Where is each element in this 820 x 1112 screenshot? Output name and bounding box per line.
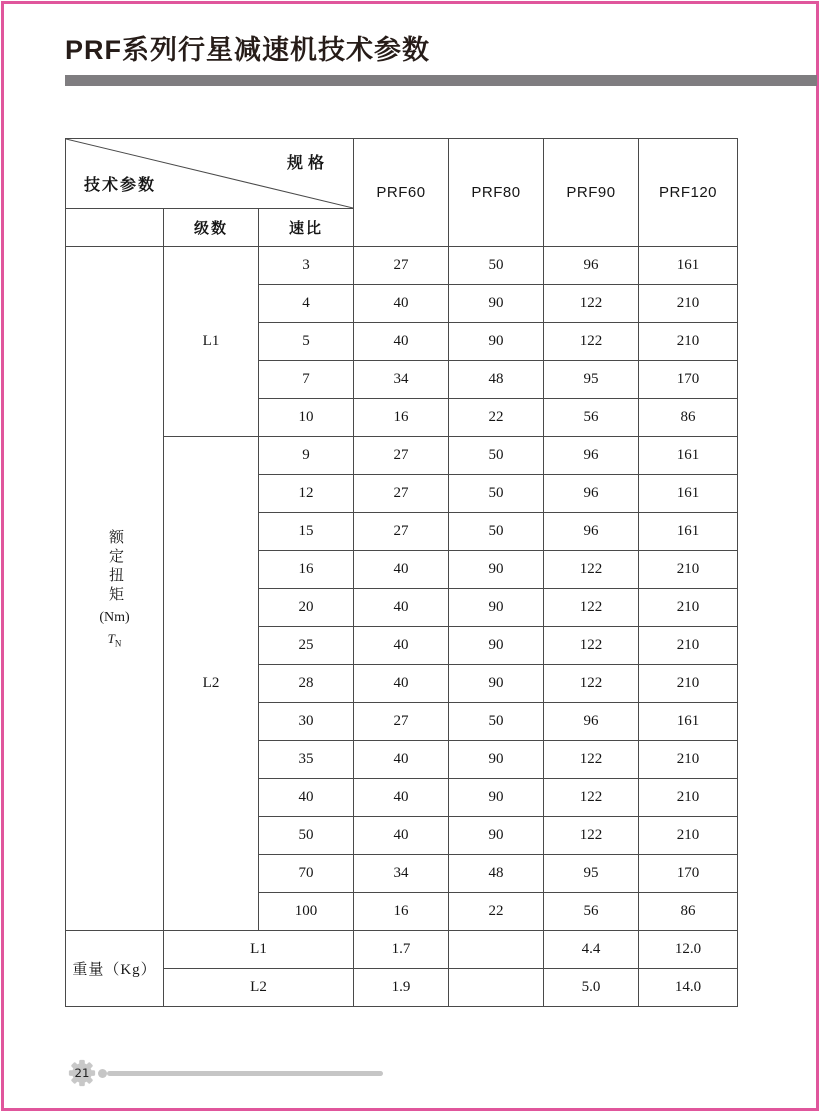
value-cell: 22	[449, 893, 544, 931]
ratio-cell: 20	[259, 589, 354, 627]
weight-value-cell: 4.4	[544, 931, 639, 969]
table-header	[66, 139, 738, 247]
table-body	[66, 247, 738, 1007]
torque-symbol: $T_N$	[107, 630, 122, 649]
value-cell: 40	[354, 665, 449, 703]
page-number: 21	[74, 1066, 90, 1081]
title-underline-bar	[65, 75, 817, 86]
ratio-cell: 3	[259, 247, 354, 285]
value-cell: 16	[354, 893, 449, 931]
value-cell: 161	[639, 513, 738, 551]
table-row	[66, 247, 738, 285]
spec-table	[65, 138, 738, 1007]
weight-value-cell: 1.7	[354, 931, 449, 969]
value-cell: 16	[354, 399, 449, 437]
value-cell: 122	[544, 665, 639, 703]
ratio-cell: 70	[259, 855, 354, 893]
value-cell: 90	[449, 551, 544, 589]
footer-line	[107, 1071, 383, 1076]
value-cell: 161	[639, 475, 738, 513]
weight-label-cell: 重量（Kg）	[66, 931, 164, 1007]
value-cell: 56	[544, 399, 639, 437]
value-cell: 50	[449, 437, 544, 475]
ratio-cell: 10	[259, 399, 354, 437]
value-cell: 122	[544, 741, 639, 779]
value-cell: 56	[544, 893, 639, 931]
ratio-header: 速比	[259, 209, 354, 247]
ratio-cell: 12	[259, 475, 354, 513]
value-cell: 48	[449, 855, 544, 893]
value-cell: 122	[544, 285, 639, 323]
value-cell: 122	[544, 817, 639, 855]
value-cell: 96	[544, 437, 639, 475]
ratio-cell: 7	[259, 361, 354, 399]
stage-cell-l1: L1	[164, 247, 259, 437]
value-cell: 90	[449, 665, 544, 703]
diagonal-header-cell	[66, 139, 354, 209]
empty-header-cell	[66, 209, 164, 247]
value-cell: 90	[449, 323, 544, 361]
value-cell: 40	[354, 551, 449, 589]
weight-value-cell: 5.0	[544, 969, 639, 1007]
value-cell: 34	[354, 855, 449, 893]
weight-value-cell: 1.9	[354, 969, 449, 1007]
value-cell: 40	[354, 323, 449, 361]
ratio-cell: 5	[259, 323, 354, 361]
value-cell: 122	[544, 779, 639, 817]
value-cell: 96	[544, 475, 639, 513]
value-cell: 122	[544, 551, 639, 589]
ratio-cell: 9	[259, 437, 354, 475]
value-cell: 90	[449, 817, 544, 855]
value-cell: 50	[449, 703, 544, 741]
value-cell: 40	[354, 779, 449, 817]
value-cell: 40	[354, 817, 449, 855]
stage-cell-l2: L2	[164, 437, 259, 931]
value-cell: 50	[449, 475, 544, 513]
footer-dot	[98, 1069, 107, 1078]
column-header-prf120: PRF120	[639, 139, 738, 247]
value-cell: 170	[639, 361, 738, 399]
column-header-prf60: PRF60	[354, 139, 449, 247]
value-cell: 40	[354, 741, 449, 779]
weight-stage-cell-l2: L2	[164, 969, 354, 1007]
value-cell: 210	[639, 665, 738, 703]
value-cell: 90	[449, 779, 544, 817]
header-params-label: 技术参数	[84, 177, 157, 194]
value-cell: 95	[544, 855, 639, 893]
value-cell: 90	[449, 627, 544, 665]
value-cell: 40	[354, 627, 449, 665]
torque-label-cell	[66, 247, 164, 931]
value-cell: 27	[354, 513, 449, 551]
value-cell: 210	[639, 285, 738, 323]
value-cell: 95	[544, 361, 639, 399]
weight-row	[66, 969, 738, 1007]
value-cell: 90	[449, 741, 544, 779]
ratio-cell: 25	[259, 627, 354, 665]
torque-unit: (Nm)	[99, 609, 130, 625]
value-cell: 122	[544, 627, 639, 665]
gear-page-badge	[67, 1058, 97, 1088]
ratio-cell: 15	[259, 513, 354, 551]
value-cell: 170	[639, 855, 738, 893]
header-row-1	[66, 139, 738, 209]
value-cell: 90	[449, 589, 544, 627]
table-row	[66, 437, 738, 475]
column-header-prf80: PRF80	[449, 139, 544, 247]
weight-value-cell: 12.0	[639, 931, 738, 969]
ratio-cell: 4	[259, 285, 354, 323]
page-title: PRF系列行星减速机技术参数	[65, 35, 430, 65]
value-cell: 22	[449, 399, 544, 437]
value-cell: 210	[639, 741, 738, 779]
value-cell: 40	[354, 589, 449, 627]
value-cell: 50	[449, 513, 544, 551]
weight-value-cell	[449, 931, 544, 969]
value-cell: 90	[449, 285, 544, 323]
value-cell: 161	[639, 703, 738, 741]
value-cell: 210	[639, 551, 738, 589]
value-cell: 48	[449, 361, 544, 399]
ratio-cell: 35	[259, 741, 354, 779]
value-cell: 40	[354, 285, 449, 323]
value-cell: 86	[639, 893, 738, 931]
value-cell: 50	[449, 247, 544, 285]
torque-label-text: 额定扭矩	[107, 528, 123, 605]
value-cell: 122	[544, 589, 639, 627]
value-cell: 96	[544, 513, 639, 551]
ratio-cell: 40	[259, 779, 354, 817]
weight-stage-cell-l1: L1	[164, 931, 354, 969]
weight-value-cell	[449, 969, 544, 1007]
header-spec-label: 规格	[286, 155, 329, 172]
value-cell: 27	[354, 247, 449, 285]
value-cell: 122	[544, 323, 639, 361]
weight-row	[66, 931, 738, 969]
value-cell: 210	[639, 589, 738, 627]
value-cell: 210	[639, 779, 738, 817]
value-cell: 34	[354, 361, 449, 399]
value-cell: 96	[544, 247, 639, 285]
stage-header: 级数	[164, 209, 259, 247]
value-cell: 27	[354, 437, 449, 475]
torque-label	[66, 529, 163, 649]
value-cell: 86	[639, 399, 738, 437]
value-cell: 210	[639, 817, 738, 855]
value-cell: 161	[639, 247, 738, 285]
ratio-cell: 28	[259, 665, 354, 703]
value-cell: 161	[639, 437, 738, 475]
ratio-cell: 16	[259, 551, 354, 589]
column-header-prf90: PRF90	[544, 139, 639, 247]
value-cell: 27	[354, 703, 449, 741]
ratio-cell: 50	[259, 817, 354, 855]
value-cell: 210	[639, 627, 738, 665]
ratio-cell: 30	[259, 703, 354, 741]
ratio-cell: 100	[259, 893, 354, 931]
value-cell: 96	[544, 703, 639, 741]
weight-value-cell: 14.0	[639, 969, 738, 1007]
value-cell: 27	[354, 475, 449, 513]
value-cell: 210	[639, 323, 738, 361]
